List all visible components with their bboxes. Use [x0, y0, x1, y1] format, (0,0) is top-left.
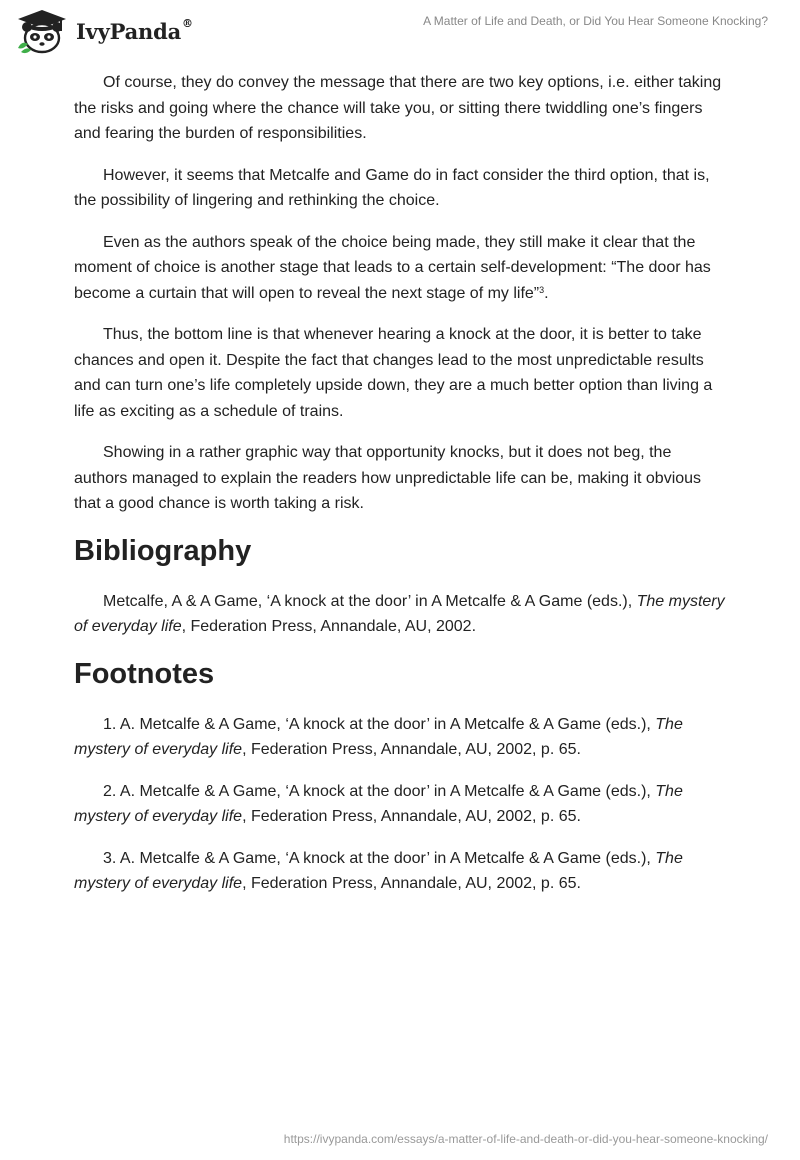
footnote-item: 1. A. Metcalfe & A Game, ‘A knock at the door’ in A Metcalfe & A Game (eds.), The mystery of everyday life, Federation Press, Annandale, AU, 2002, p. 65.: [74, 715, 683, 758]
body-paragraph: Even as the authors speak of the choice being made, they still make it clear that the moment of choice is another stage that leads to a certain self-development: “The door has become a curtain that will open to reveal the next stage of my life”$^3$.: [74, 233, 711, 302]
ivypanda-logo[interactable]: [14, 8, 193, 54]
body-paragraph: However, it seems that Metcalfe and Game do in fact consider the third option, that is, the possibility of lingering and rethinking the choice.: [74, 166, 710, 209]
bibliography-heading: Bibliography: [74, 534, 252, 567]
footnotes-heading: Footnotes: [74, 657, 215, 690]
paragraph-text: Even as the authors speak of the choice being made, they still make it clear that the moment of choice is another stage that leads to a certain self-development: “The door has become a curtain that will open to reveal the next stage of my life”: [74, 233, 711, 302]
body-paragraph: Thus, the bottom line is that whenever hearing a knock at the door, it is better to take chances and open it. Despite the fact that changes lead to the most unpredictable results and can turn one’s life completely upside down, they are a much better option than living a life as exciting as a schedule of trains.: [74, 326, 713, 420]
footnote-item: 3. A. Metcalfe & A Game, ‘A knock at the door’ in A Metcalfe & A Game (eds.), The mystery of everyday life, Federation Press, Annandale, AU, 2002, p. 65.: [74, 849, 683, 892]
essay-content: [74, 70, 726, 913]
panda-graduate-icon: [14, 8, 70, 54]
bibliography-entry: Metcalfe, A & A Game, ‘A knock at the door’ in A Metcalfe & A Game (eds.), The mystery of everyday life, Federation Press, Annandale, AU, 2002.: [74, 592, 725, 635]
body-paragraph: Showing in a rather graphic way that opportunity knocks, but it does not beg, the authors managed to explain the readers how unpredictable life can be, making it obvious that a good chance is worth taking a risk.: [74, 444, 702, 512]
footnote-item: 2. A. Metcalfe & A Game, ‘A knock at the door’ in A Metcalfe & A Game (eds.), The mystery of everyday life, Federation Press, Annandale, AU, 2002, p. 65.: [74, 782, 683, 825]
brand-name: IvyPanda®: [76, 16, 193, 44]
body-paragraph: Of course, they do convey the message that there are two key options, i.e. either taking the risks and going where the chance will take you, or sitting there twiddling one’s fingers and fearing the burden of responsibilities.: [74, 74, 722, 142]
page-header: [0, 0, 800, 62]
document-title: A Matter of Life and Death, or Did You Hear Someone Knocking?: [423, 14, 768, 28]
bibliography-book-title: The mystery of everyday life: [74, 592, 725, 635]
source-url[interactable]: https://ivypanda.com/essays/a-matter-of-life-and-death-or-did-you-hear-someone-knocking/: [283, 1132, 768, 1146]
footnote-reference[interactable]: 3: [539, 284, 545, 295]
